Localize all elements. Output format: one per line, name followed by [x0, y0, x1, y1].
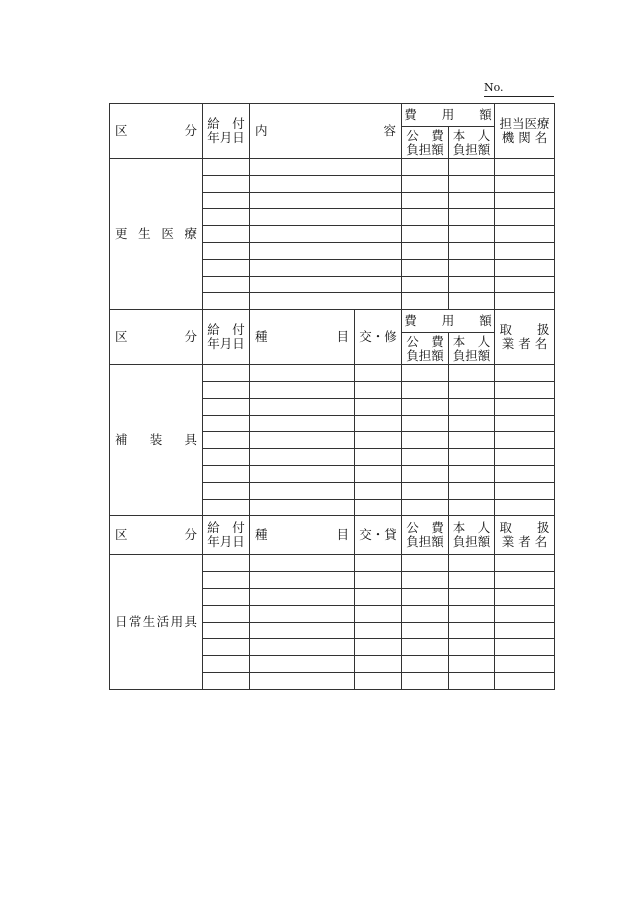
provider-cell — [495, 639, 555, 656]
provider-cell — [495, 555, 555, 572]
kohi-label-line: 公 費 — [406, 127, 444, 143]
shumoku-label-text: 目 — [336, 527, 349, 543]
provider-cell — [495, 159, 555, 176]
type-cell — [355, 639, 402, 656]
last-label-line: 業 者 名 — [501, 534, 548, 550]
public-amount-cell — [402, 259, 449, 276]
shumoku-label-text: 種 — [255, 527, 268, 543]
honnin-label-line: 負担額 — [452, 347, 491, 363]
section-label-char: 常 — [128, 614, 142, 630]
item-cell — [250, 588, 355, 605]
header-kohi — [402, 516, 449, 555]
public-amount-cell — [402, 555, 449, 572]
kou-label: 交・貸 — [359, 527, 397, 543]
date-cell — [203, 555, 250, 572]
public-amount-cell — [402, 398, 449, 415]
hiyo-label: 費 用 額 — [404, 313, 492, 329]
header-last — [495, 516, 555, 555]
header-shumoku — [250, 310, 355, 365]
kohi-label-line: 負担額 — [406, 347, 444, 363]
type-cell — [355, 381, 402, 398]
section-label — [110, 555, 203, 689]
kohi-label-line: 負担額 — [406, 534, 444, 550]
last-label — [495, 323, 554, 351]
public-amount-cell — [402, 192, 449, 209]
kyufu-label-line: 給 付 — [207, 322, 245, 338]
table-row — [110, 555, 555, 572]
section-label-char: 日 — [115, 614, 128, 630]
hiyo-label: 費 用 額 — [404, 107, 492, 122]
public-amount-cell — [402, 242, 449, 259]
honnin-label-line: 負担額 — [452, 141, 491, 157]
public-amount-cell — [402, 276, 449, 293]
document-number-field — [484, 81, 554, 97]
personal-amount-cell — [449, 159, 495, 176]
kubun-label — [110, 528, 202, 542]
shumoku-label — [250, 330, 354, 344]
header-kou — [355, 516, 402, 555]
header-kyufu-date — [203, 310, 250, 365]
personal-amount-cell — [449, 622, 495, 639]
date-cell — [203, 656, 250, 673]
item-cell — [250, 555, 355, 572]
date-cell — [203, 572, 250, 589]
last-label-line: 担当医療 — [499, 116, 550, 131]
type-cell — [355, 672, 402, 689]
date-cell — [203, 605, 250, 622]
type-cell — [355, 656, 402, 673]
personal-amount-cell — [449, 465, 495, 482]
provider-cell — [495, 415, 555, 432]
type-cell — [355, 365, 402, 382]
personal-amount-cell — [449, 242, 495, 259]
date-cell — [203, 432, 250, 449]
provider-cell — [495, 365, 555, 382]
public-amount-cell — [402, 499, 449, 516]
provider-cell — [495, 465, 555, 482]
section-label-char: 生 — [138, 226, 151, 242]
section-label-char: 具 — [184, 432, 197, 448]
last-label — [495, 521, 554, 549]
personal-amount-cell — [449, 449, 495, 466]
naiyo-label-text: 容 — [383, 123, 396, 138]
kubun-label — [110, 124, 202, 138]
header-honnin — [449, 333, 495, 365]
last-label-line: 業 者 名 — [501, 336, 548, 352]
header-last — [495, 104, 555, 159]
provider-cell — [495, 192, 555, 209]
header-kyufu-date — [203, 104, 250, 159]
date-cell — [203, 672, 250, 689]
section-label-char: 更 — [115, 226, 128, 242]
date-cell — [203, 415, 250, 432]
provider-cell — [495, 499, 555, 516]
section-label-chars — [115, 433, 197, 447]
date-cell — [203, 449, 250, 466]
type-cell — [355, 398, 402, 415]
personal-amount-cell — [449, 605, 495, 622]
honnin-label-line: 本 人 — [452, 127, 491, 143]
date-cell — [203, 482, 250, 499]
item-cell — [250, 605, 355, 622]
content-cell — [250, 293, 402, 310]
date-cell — [203, 588, 250, 605]
item-cell — [250, 381, 355, 398]
public-amount-cell — [402, 293, 449, 310]
provider-cell — [495, 209, 555, 226]
section-label-char: 活 — [156, 614, 170, 630]
public-amount-cell — [402, 482, 449, 499]
provider-cell — [495, 381, 555, 398]
kyufu-label-line: 年月日 — [207, 130, 245, 145]
type-cell — [355, 605, 402, 622]
personal-amount-cell — [449, 365, 495, 382]
kohi-label — [402, 129, 448, 157]
section-label-char: 装 — [149, 432, 163, 448]
kubun-label-text: 分 — [184, 527, 197, 543]
item-cell — [250, 572, 355, 589]
date-cell — [203, 381, 250, 398]
personal-amount-cell — [449, 175, 495, 192]
header-last — [495, 310, 555, 365]
public-amount-cell — [402, 622, 449, 639]
public-amount-cell — [402, 449, 449, 466]
kubun-label-text: 分 — [184, 123, 197, 138]
public-amount-cell — [402, 175, 449, 192]
last-label-line: 取 扱 — [499, 520, 550, 536]
provider-cell — [495, 259, 555, 276]
type-cell — [355, 555, 402, 572]
type-cell — [355, 449, 402, 466]
date-cell — [203, 499, 250, 516]
personal-amount-cell — [449, 432, 495, 449]
section-label-char: 医 — [161, 226, 174, 242]
honnin-label-line: 本 人 — [452, 333, 491, 349]
header-hiyo — [402, 104, 495, 127]
date-cell — [203, 192, 250, 209]
personal-amount-cell — [449, 588, 495, 605]
date-cell — [203, 276, 250, 293]
item-cell — [250, 622, 355, 639]
content-cell — [250, 175, 402, 192]
personal-amount-cell — [449, 672, 495, 689]
kubun-label — [110, 330, 202, 344]
date-cell — [203, 398, 250, 415]
personal-amount-cell — [449, 398, 495, 415]
section-label-char: 補 — [115, 432, 128, 448]
header-kyufu-date — [203, 516, 250, 555]
content-cell — [250, 259, 402, 276]
provider-cell — [495, 572, 555, 589]
date-cell — [203, 622, 250, 639]
section-label-char: 用 — [170, 614, 184, 630]
header-kohi — [402, 333, 449, 365]
kohi-label — [402, 335, 448, 363]
personal-amount-cell — [449, 209, 495, 226]
header-shumoku — [250, 516, 355, 555]
personal-amount-cell — [449, 572, 495, 589]
public-amount-cell — [402, 572, 449, 589]
honnin-label — [449, 335, 494, 363]
kubun-label-text: 区 — [115, 527, 128, 543]
type-cell — [355, 465, 402, 482]
content-cell — [250, 209, 402, 226]
date-cell — [203, 242, 250, 259]
section-label-char: 療 — [184, 226, 197, 242]
public-amount-cell — [402, 672, 449, 689]
item-cell — [250, 415, 355, 432]
table-row — [110, 159, 555, 176]
record-table — [109, 103, 555, 690]
last-label-line: 機 関 名 — [501, 130, 548, 145]
section-label — [110, 365, 203, 516]
kyufu-label — [203, 521, 249, 549]
type-cell — [355, 432, 402, 449]
header-row — [110, 104, 555, 127]
header-kou — [355, 310, 402, 365]
section-label-chars — [115, 227, 197, 241]
public-amount-cell — [402, 159, 449, 176]
public-amount-cell — [402, 226, 449, 243]
header-kohi — [402, 127, 449, 159]
item-cell — [250, 482, 355, 499]
header-row — [110, 310, 555, 333]
provider-cell — [495, 242, 555, 259]
honnin-label — [449, 521, 494, 549]
date-cell — [203, 465, 250, 482]
provider-cell — [495, 276, 555, 293]
personal-amount-cell — [449, 293, 495, 310]
last-label — [495, 117, 554, 145]
personal-amount-cell — [449, 226, 495, 243]
personal-amount-cell — [449, 555, 495, 572]
header-honnin — [449, 127, 495, 159]
naiyo-label — [250, 124, 401, 138]
type-cell — [355, 572, 402, 589]
date-cell — [203, 159, 250, 176]
item-cell — [250, 672, 355, 689]
item-cell — [250, 465, 355, 482]
public-amount-cell — [402, 465, 449, 482]
kubun-label-text: 区 — [115, 123, 128, 138]
personal-amount-cell — [449, 381, 495, 398]
header-row — [110, 516, 555, 555]
provider-cell — [495, 226, 555, 243]
honnin-label-line: 本 人 — [452, 520, 491, 536]
kou-label: 交・修 — [359, 329, 397, 345]
document-number-label: No. — [484, 81, 504, 94]
kyufu-label — [203, 323, 249, 351]
content-cell — [250, 242, 402, 259]
header-kubun — [110, 104, 203, 159]
date-cell — [203, 226, 250, 243]
public-amount-cell — [402, 639, 449, 656]
kyufu-label — [203, 117, 249, 145]
section-label-chars — [115, 615, 197, 629]
item-cell — [250, 499, 355, 516]
provider-cell — [495, 672, 555, 689]
shumoku-label-text: 種 — [255, 329, 268, 345]
item-cell — [250, 432, 355, 449]
type-cell — [355, 588, 402, 605]
kohi-label-line: 公 費 — [406, 520, 444, 536]
item-cell — [250, 639, 355, 656]
public-amount-cell — [402, 432, 449, 449]
personal-amount-cell — [449, 499, 495, 516]
personal-amount-cell — [449, 639, 495, 656]
header-kubun — [110, 516, 203, 555]
date-cell — [203, 209, 250, 226]
type-cell — [355, 622, 402, 639]
public-amount-cell — [402, 656, 449, 673]
public-amount-cell — [402, 381, 449, 398]
header-honnin — [449, 516, 495, 555]
provider-cell — [495, 293, 555, 310]
public-amount-cell — [402, 365, 449, 382]
item-cell — [250, 365, 355, 382]
personal-amount-cell — [449, 192, 495, 209]
honnin-label — [449, 129, 494, 157]
personal-amount-cell — [449, 656, 495, 673]
provider-cell — [495, 588, 555, 605]
type-cell — [355, 415, 402, 432]
honnin-label-line: 負担額 — [452, 534, 491, 550]
type-cell — [355, 499, 402, 516]
last-label-line: 取 扱 — [499, 322, 550, 338]
kyufu-label-line: 給 付 — [207, 116, 245, 131]
content-cell — [250, 159, 402, 176]
provider-cell — [495, 449, 555, 466]
kyufu-label-line: 年月日 — [207, 534, 245, 550]
type-cell — [355, 482, 402, 499]
header-hiyo — [402, 310, 495, 333]
shumoku-label — [250, 528, 354, 542]
content-cell — [250, 192, 402, 209]
item-cell — [250, 656, 355, 673]
section-label-char: 生 — [142, 614, 156, 630]
personal-amount-cell — [449, 415, 495, 432]
kohi-label-line: 負担額 — [406, 141, 444, 157]
item-cell — [250, 398, 355, 415]
section-label — [110, 159, 203, 310]
table-row — [110, 365, 555, 382]
personal-amount-cell — [449, 276, 495, 293]
date-cell — [203, 639, 250, 656]
header-naiyo — [250, 104, 402, 159]
personal-amount-cell — [449, 259, 495, 276]
public-amount-cell — [402, 209, 449, 226]
kohi-label — [402, 521, 448, 549]
shumoku-label-text: 目 — [336, 329, 349, 345]
provider-cell — [495, 432, 555, 449]
provider-cell — [495, 482, 555, 499]
date-cell — [203, 175, 250, 192]
provider-cell — [495, 605, 555, 622]
kyufu-label-line: 年月日 — [207, 336, 245, 352]
kubun-label-text: 分 — [184, 329, 197, 345]
content-cell — [250, 226, 402, 243]
kubun-label-text: 区 — [115, 329, 128, 345]
provider-cell — [495, 622, 555, 639]
item-cell — [250, 449, 355, 466]
public-amount-cell — [402, 415, 449, 432]
section-label-char: 具 — [184, 614, 197, 630]
provider-cell — [495, 175, 555, 192]
naiyo-label-text: 内 — [255, 123, 268, 138]
date-cell — [203, 365, 250, 382]
public-amount-cell — [402, 588, 449, 605]
provider-cell — [495, 656, 555, 673]
kohi-label-line: 公 費 — [406, 333, 444, 349]
header-kubun — [110, 310, 203, 365]
personal-amount-cell — [449, 482, 495, 499]
public-amount-cell — [402, 605, 449, 622]
date-cell — [203, 293, 250, 310]
content-cell — [250, 276, 402, 293]
kyufu-label-line: 給 付 — [207, 520, 245, 536]
date-cell — [203, 259, 250, 276]
provider-cell — [495, 398, 555, 415]
